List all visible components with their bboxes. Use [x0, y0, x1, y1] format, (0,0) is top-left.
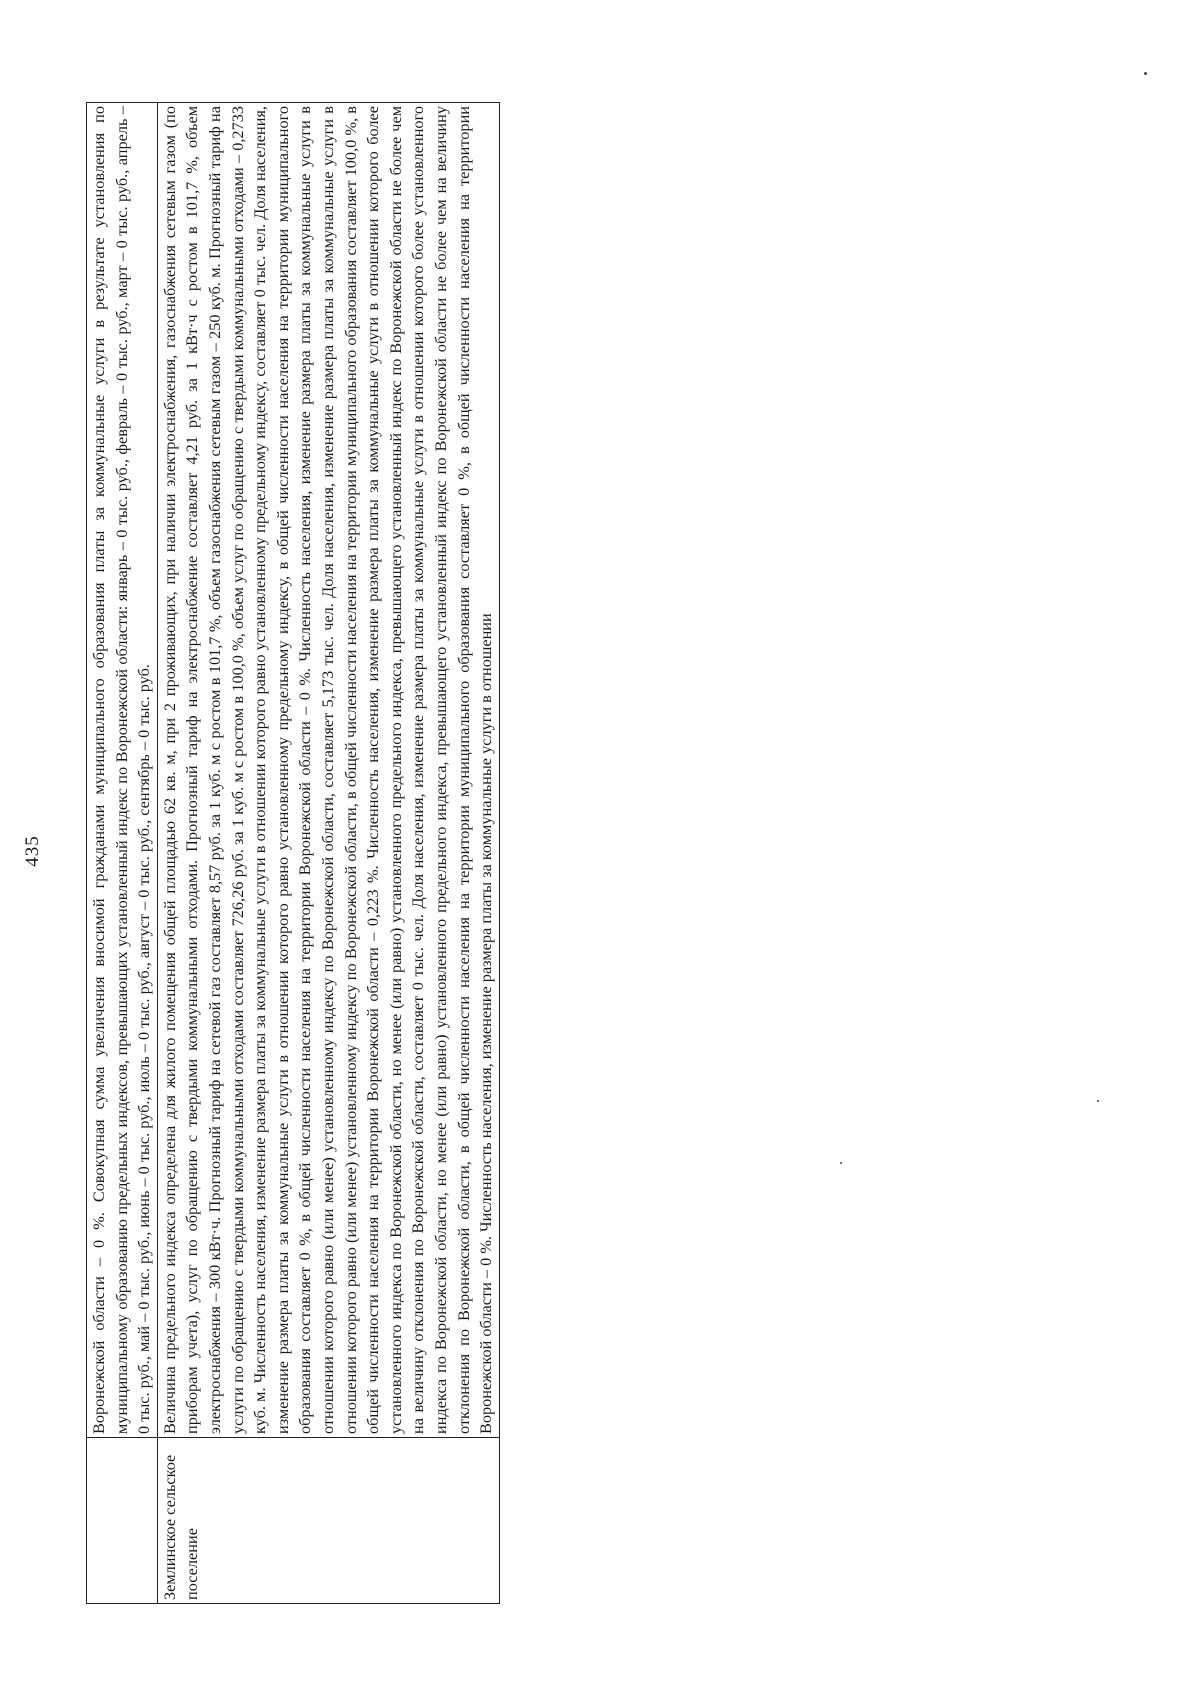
- table-row: [157, 103, 499, 1604]
- index-table: [86, 102, 500, 1604]
- scan-speck: [840, 1162, 842, 1164]
- scan-speck: [1144, 72, 1147, 75]
- municipality-cell: Землинское сельское поселение: [157, 1438, 499, 1604]
- description-cell: Воронежской области – 0 %. Совокупная сумма увеличения вносимой гражданами муниципального образования платы за коммунальные услуги в результате установления по муниципальному образованию предельных индексов, превышающих установленный индекс по Воронежской области: январь – 0 тыс. руб., февраль – 0 тыс. руб., март – 0 тыс. руб., апрель – 0 тыс. руб., май – 0 тыс. руб., июнь – 0 тыс. руб., июль – 0 тыс. руб., август – 0 тыс. руб., сентябрь – 0 тыс. руб.: [87, 103, 158, 1438]
- scan-speck: [1097, 1100, 1099, 1102]
- table-row: [87, 103, 158, 1604]
- municipality-cell: [87, 1438, 158, 1604]
- page-number: 435: [22, 835, 43, 867]
- description-cell: Величина предельного индекса определена для жилого помещения общей площадью 62 кв. м, при 2 проживающих, при наличии электроснабжения, газоснабжения сетевым газом (по приборам учета), услуг по обращению с твердыми коммунальными отходами. Прогнозный тариф на электроснабжение составляет 4,21 руб. за 1 кВт·ч с ростом в 101,7 %, объем электроснабжения – 300 кВт·ч. Прогнозный тариф на сетевой газ составляет 8,57 руб. за 1 куб. м с ростом в 101,7 %, объем газоснабжения сетевым газом – 250 куб. м. Прогнозный тариф на услуги по обращению с твердыми коммунальными отходами составляет 726,26 руб. за 1 куб. м с ростом в 100,0 %, объем услуг по обращению с твердыми коммунальными отходами – 0,2733 куб. м. Численность населения, изменение размера платы за коммунальные услуги в отношении которого равно установленному предельному индексу, составляет 0 тыс. чел. Доля населения, изменение размера платы за коммунальные услуги в отношении которого равно установленному предельному индексу, в общей численности населения на территории муниципального образования составляет 0 %, в общей численности населения на территории Воронежской области – 0 %. Численность населения, изменение размера платы за коммунальные услуги в отношении которого равно (или менее) установленному индексу по Воронежской области, составляет 5,173 тыс. чел. Доля населения, изменение размера платы за коммунальные услуги в отношении которого равно (или менее) установленному индексу по Воронежской области, в общей численности населения на территории муниципального образования составляет 100,0 %, в общей численности населения на территории Воронежской области – 0,223 %. Численность населения, изменение размера платы за коммунальные услуги в отношении которого более установленного индекса по Воронежской области, но менее (или равно) установленного предельного индекса, превышающего установленный индекс по Воронежской области не более чем на величину отклонения по Воронежской области, составляет 0 тыс. чел. Доля населения, изменение размера платы за коммунальные услуги в отношении которого более установленного индекса по Воронежской области, но менее (или равно) установленного предельного индекса, превышающего установленный индекс по Воронежской области не более чем на величину отклонения по Воронежской области, в общей численности населения на территории муниципального образования составляет 0 %, в общей численности населения на территории Воронежской области – 0 %. Численность населения, изменение размера платы за коммунальные услуги в отношении: [157, 103, 499, 1438]
